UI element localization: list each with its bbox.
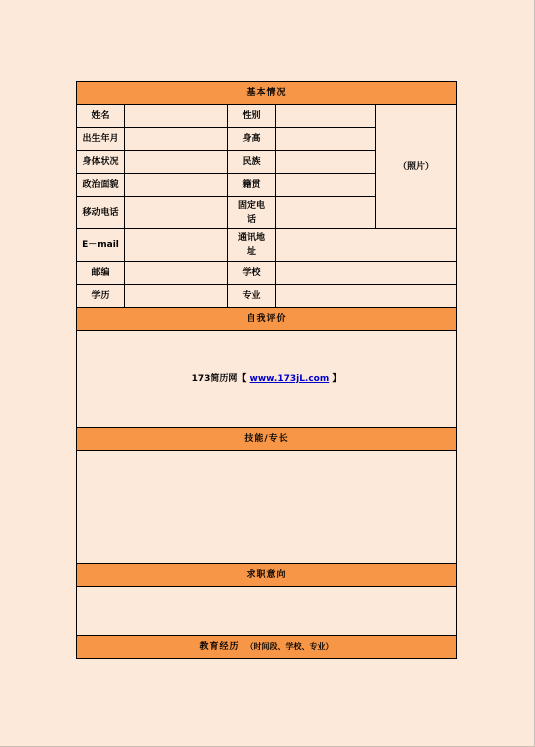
- resume-form: [76, 81, 457, 659]
- field-email[interactable]: [125, 229, 228, 262]
- section-header-job-intent: 求职意向: [77, 564, 457, 587]
- website-link[interactable]: www.173jL.com: [249, 374, 330, 384]
- label-health: 身体状况: [77, 151, 125, 174]
- field-name[interactable]: [125, 105, 228, 128]
- label-birth: 出生年月: [77, 128, 125, 151]
- section-header-self-eval: 自我评价: [77, 308, 457, 331]
- field-degree[interactable]: [125, 285, 228, 308]
- education-subtitle: （时间段、学校、专业）: [245, 642, 334, 651]
- field-mobile[interactable]: [125, 197, 228, 229]
- label-school: 学校: [228, 262, 276, 285]
- field-political[interactable]: [125, 174, 228, 197]
- self-eval-prefix: 173简历网【: [191, 374, 250, 384]
- label-ethnicity: 民族: [228, 151, 276, 174]
- label-political: 政治面貌: [77, 174, 125, 197]
- field-health[interactable]: [125, 151, 228, 174]
- photo-placeholder[interactable]: （照片）: [376, 105, 457, 229]
- education-title: 教育经历: [199, 642, 240, 652]
- label-postcode: 邮编: [77, 262, 125, 285]
- field-major[interactable]: [276, 285, 457, 308]
- field-postcode[interactable]: [125, 262, 228, 285]
- field-school[interactable]: [276, 262, 457, 285]
- label-address: 通讯地址: [228, 229, 276, 262]
- label-native-place: 籍贯: [228, 174, 276, 197]
- field-landline[interactable]: [276, 197, 376, 229]
- field-gender[interactable]: [276, 105, 376, 128]
- label-height: 身高: [228, 128, 276, 151]
- field-birth[interactable]: [125, 128, 228, 151]
- label-name: 姓名: [77, 105, 125, 128]
- label-major: 专业: [228, 285, 276, 308]
- section-header-basic: 基本情况: [77, 82, 457, 105]
- label-landline: 固定电话: [228, 197, 276, 229]
- job-intent-content[interactable]: [77, 587, 457, 636]
- label-gender: 性别: [228, 105, 276, 128]
- section-header-education: [77, 636, 457, 659]
- label-email: E－mail: [77, 229, 125, 262]
- section-header-skills: 技能/专长: [77, 428, 457, 451]
- skills-content[interactable]: [77, 451, 457, 564]
- field-height[interactable]: [276, 128, 376, 151]
- label-mobile: 移动电话: [77, 197, 125, 229]
- field-native-place[interactable]: [276, 174, 376, 197]
- field-ethnicity[interactable]: [276, 151, 376, 174]
- field-address[interactable]: [276, 229, 457, 262]
- label-degree: 学历: [77, 285, 125, 308]
- self-eval-suffix: 】: [329, 374, 342, 384]
- self-eval-content[interactable]: [77, 331, 457, 428]
